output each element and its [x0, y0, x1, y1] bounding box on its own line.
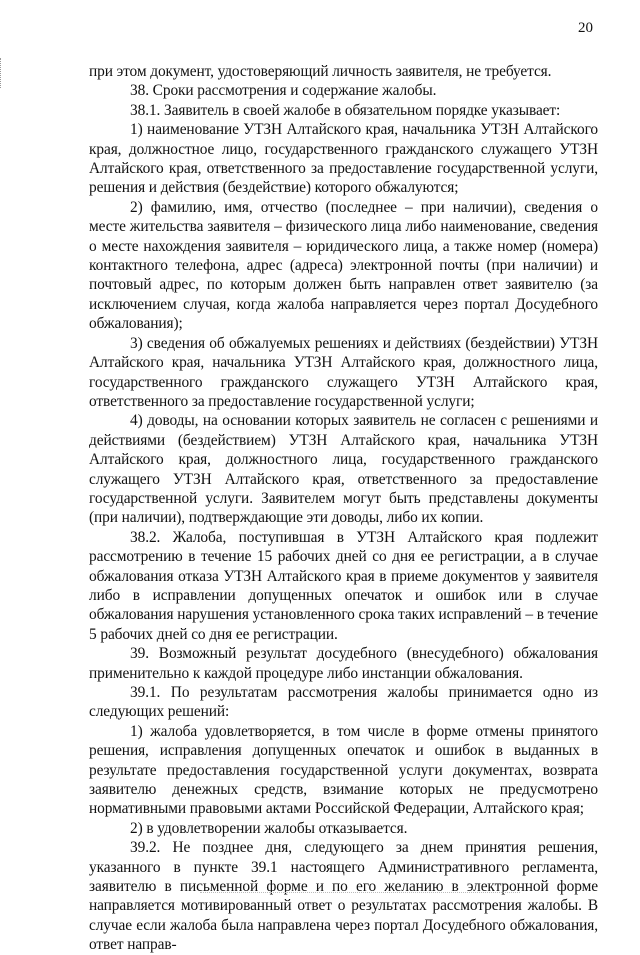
- scan-margin-marks: [0, 58, 4, 88]
- paragraph-39-2: 39.2. Не позднее дня, следующего за днем принятия решения, указанного в пункте 39.1 настоящего Административного регламента, заявителю в письменной форме и по его желанию в электронной форме направляется мотивированный ответ о результатах рассмотрения жалобы. В случае если жалоба была направлена через портал Досудебного обжалования, ответ направ-: [89, 839, 598, 954]
- scan-bottom-edge: [200, 892, 520, 893]
- paragraph-38-2: 38.2. Жалоба, поступившая в УТЗН Алтайского края подлежит рассмотрению в течение 15 рабочих дней со дня ее регистрации, а в случае обжалования отказа УТЗН Алтайского края в приеме документов у заявителя либо в исправлении допущенных опечаток и ошибок или в случае обжалования нарушения установленного срока таких исправлений – в течение 5 рабочих дней со дня ее регистрации.: [89, 528, 598, 643]
- paragraph-38-heading: 38. Сроки рассмотрения и содержание жалобы.: [130, 82, 437, 100]
- paragraph-39-1-item-2: 2) в удовлетворении жалобы отказывается.: [130, 819, 408, 837]
- paragraph-38-1-item-2: 2) фамилию, имя, отчество (последнее – при наличии), сведения о месте жительства заявителя – физического лица либо наименование, сведения о месте нахождения заявителя – юридического лица, а также номер (номера) контактного телефона, адрес (адреса) электронной почты (при наличии) и почтовый адрес, по которым должен быть направлен ответ заявителю (за исключением случая, когда жалоба направляется через портал Досудебного обжалования);: [89, 198, 598, 333]
- paragraph-38-1: 38.1. Заявитель в своей жалобе в обязательном порядке указывает:: [130, 101, 561, 119]
- paragraph-38-1-item-1: 1) наименование УТЗН Алтайского края, начальника УТЗН Алтайского края, должностное лицо, государственного гражданского служащего УТЗН Алтайского края, ответственного за предоставление государственной услуги, решения и действия (бездействие) которого обжалуются;: [89, 121, 598, 197]
- document-body: [89, 62, 598, 955]
- page-number: 20: [578, 20, 593, 36]
- paragraph-39-1-item-1: 1) жалоба удовлетворяется, в том числе в форме отмены принятого решения, исправления допущенных опечаток и ошибок в выданных в результате предоставления государственной услуги документах, возврата заявителю денежных средств, взимание которых не предусмотрено нормативными правовыми актами Российской Федерации, Алтайского края;: [89, 722, 598, 818]
- paragraph-38-1-item-4: 4) доводы, на основании которых заявитель не согласен с решениями и действиями (бездействием) УТЗН Алтайского края, начальника УТЗН Алтайского края, должностного лица, государственного гражданского служащего УТЗН Алтайского края, ответственного за предоставление государственной услуги. Заявителем могут быть представлены документы (при наличии), подтверждающие эти доводы, либо их копии.: [89, 412, 598, 527]
- paragraph-38-1-item-3: 3) сведения об обжалуемых решениях и действиях (бездействии) УТЗН Алтайского края, начальника УТЗН Алтайского края, должностного лица, государственного гражданского служащего УТЗН Алтайского края, ответственного за предоставление государственной услуги;: [89, 334, 598, 410]
- paragraph-39-heading: 39. Возможный результат досудебного (внесудебного) обжалования применительно к каждой процедуре либо инстанции обжалования.: [89, 645, 598, 682]
- paragraph-39-1: 39.1. По результатам рассмотрения жалобы принимается одно из следующих решений:: [89, 684, 598, 721]
- paragraph-continuation: при этом документ, удостоверяющий личность заявителя, не требуется.: [89, 63, 552, 80]
